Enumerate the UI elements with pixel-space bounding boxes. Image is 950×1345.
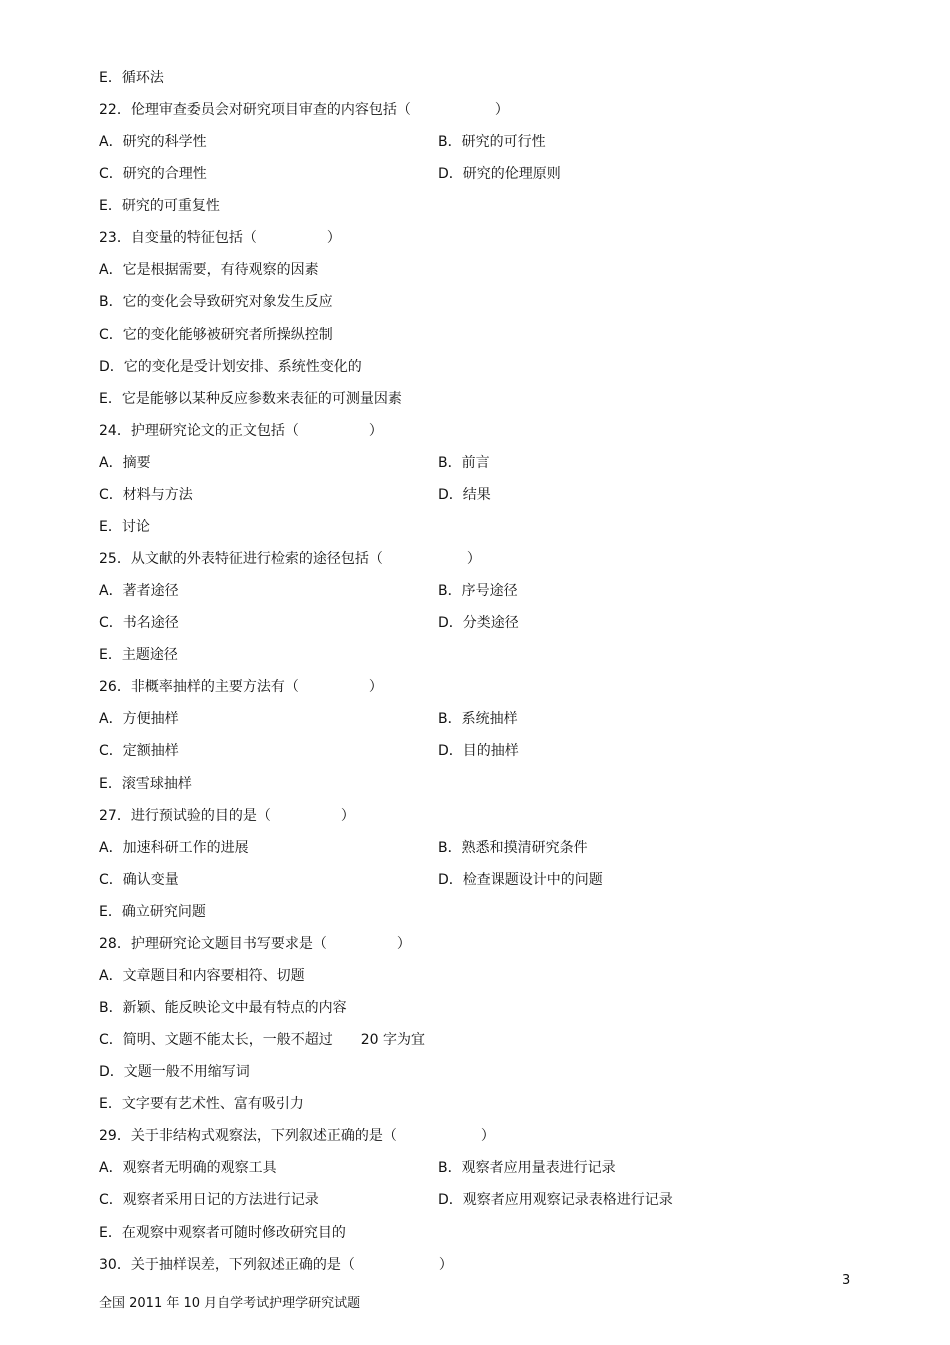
text-line-right: B．系统抽样	[438, 711, 518, 727]
text-line-left: C．研究的合理性	[99, 166, 207, 182]
text-line-left: C．书名途径	[99, 615, 179, 631]
text-line-right: B．前言	[438, 455, 490, 471]
text-line-left: A．它是根据需要，有待观察的因素	[99, 262, 319, 278]
text-line-left: 26．非概率抽样的主要方法有（ ）	[99, 679, 383, 695]
text-line-left: E．主题途径	[99, 647, 178, 663]
text-line-right: D．结果	[438, 487, 491, 503]
text-line-left: 27．进行预试验的目的是（ ）	[99, 808, 355, 824]
text-line-left: D．文题一般不用缩写词	[99, 1064, 250, 1080]
text-line-left: E．它是能够以某种反应参数来表征的可测量因素	[99, 391, 402, 407]
text-line-left: C．材料与方法	[99, 487, 193, 503]
text-line-left: 28．护理研究论文题目书写要求是（ ）	[99, 936, 411, 952]
text-line-left: A．文章题目和内容要相符、切题	[99, 968, 305, 984]
text-line-left: 24．护理研究论文的正文包括（ ）	[99, 423, 383, 439]
text-line-left: E．在观察中观察者可随时修改研究目的	[99, 1225, 346, 1241]
text-line-left: C．它的变化能够被研究者所操纵控制	[99, 327, 333, 343]
text-line-left: A．摘要	[99, 455, 151, 471]
text-line-left: E．文字要有艺术性、富有吸引力	[99, 1096, 304, 1112]
text-line-left: 30．关于抽样误差，下列叙述正确的是（ ）	[99, 1257, 453, 1273]
text-line-left: 25．从文献的外表特征进行检索的途径包括（ ）	[99, 551, 481, 567]
text-line-right: B．研究的可行性	[438, 134, 546, 150]
text-line-left: E．研究的可重复性	[99, 198, 220, 214]
text-line-right: D．分类途径	[438, 615, 519, 631]
text-line-right: D．研究的伦理原则	[438, 166, 561, 182]
page-number: 3	[842, 1273, 851, 1288]
text-line-left: A．加速科研工作的进展	[99, 840, 249, 856]
text-line-left: C．定额抽样	[99, 743, 179, 759]
text-line-left: B．新颖、能反映论文中最有特点的内容	[99, 1000, 347, 1016]
text-line-left: C．观察者采用日记的方法进行记录	[99, 1192, 319, 1208]
text-line-left: 23．自变量的特征包括（ ）	[99, 230, 341, 246]
text-line-left: E．讨论	[99, 519, 150, 535]
text-line-right: B．序号途径	[438, 583, 518, 599]
text-line-left: E．确立研究问题	[99, 904, 206, 920]
text-line-left: 22．伦理审查委员会对研究项目审查的内容包括（ ）	[99, 102, 509, 118]
text-line-left: E．滚雪球抽样	[99, 776, 192, 792]
text-line-left: C．简明、文题不能太长，一般不超过 20 字为宜	[99, 1032, 426, 1048]
text-line-left: D．它的变化是受计划安排、系统性变化的	[99, 359, 362, 375]
page-footer: 全国 2011 年 10 月自学考试护理学研究试题	[99, 1296, 361, 1311]
text-line-left: B．它的变化会导致研究对象发生反应	[99, 294, 333, 310]
text-line-right: B．观察者应用量表进行记录	[438, 1160, 616, 1176]
text-line-left: A．著者途径	[99, 583, 179, 599]
text-line-left: A．研究的科学性	[99, 134, 207, 150]
text-line-left: C．确认变量	[99, 872, 179, 888]
text-line-right: D．检查课题设计中的问题	[438, 872, 603, 888]
text-line-left: E．循环法	[99, 70, 164, 86]
text-line-right: D．目的抽样	[438, 743, 519, 759]
text-line-right: B．熟悉和摸清研究条件	[438, 840, 588, 856]
text-line-left: A．观察者无明确的观察工具	[99, 1160, 277, 1176]
text-line-left: 29．关于非结构式观察法，下列叙述正确的是（ ）	[99, 1128, 495, 1144]
text-line-right: D．观察者应用观察记录表格进行记录	[438, 1192, 673, 1208]
text-line-left: A．方便抽样	[99, 711, 179, 727]
